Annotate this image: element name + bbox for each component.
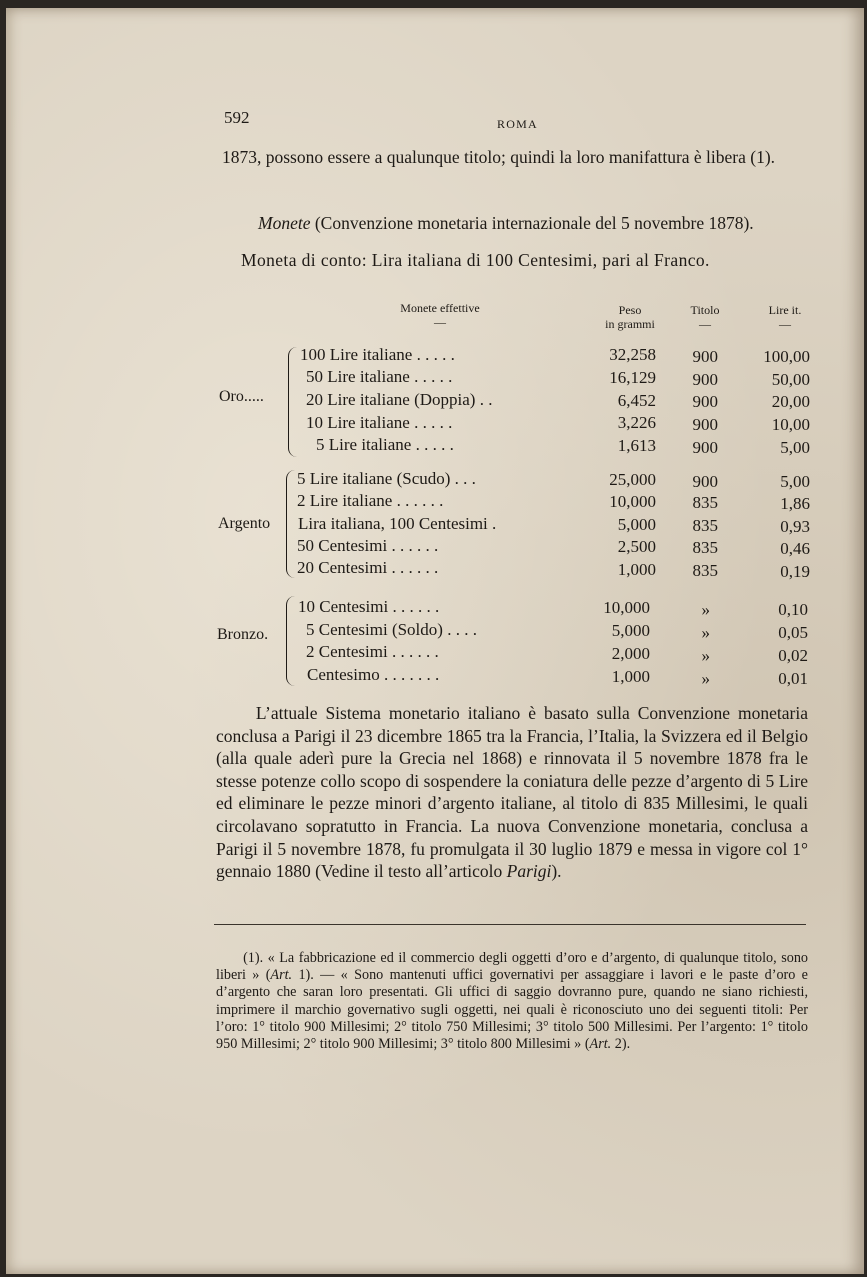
row-br-2-desc: 2 Centesimi . . . . . . <box>306 642 439 661</box>
row-oro-10-desc: 10 Lire italiane . . . . . <box>306 413 453 432</box>
row-arg-20-peso: 1,000 <box>617 560 656 579</box>
row-arg-5-titolo: 900 <box>692 472 718 491</box>
row-br-1-lire: 0,01 <box>778 669 808 688</box>
header-monete <box>380 301 500 329</box>
footnote-part2: 1). — « Sono mantenuti uffici governativi per assaggiare i lavori e le paste d’oro e d’argento che saran loro presentati. Gli uffici di saggio dovranno pure, quando ne siano richiesti, imprimere il marchio governativo sugli oggetti, nei quali è riconosciuto uno dei seguenti titoli: Per l’oro: 1° titolo 900 Millesimi; 2° titolo 750 Millesimi; 3° titolo 500 Millesimi. Per l’argento: 1° titolo 950 Millesimi; 2° titolo 900 Millesimi; 3° titolo 800 Millesimi » ( <box>216 967 808 1053</box>
row-br-2-titolo: » <box>701 646 710 665</box>
row-br-2-lire: 0,02 <box>778 646 808 665</box>
body-paragraph-text: L’attuale Sistema monetario italiano è basato sulla Convenzione monetaria conclusa a Parigi il 23 dicembre 1865 tra la Francia, l’Italia, la Svizzera ed il Belgio (alla quale aderì pure la Grecia nel 1868) e rinnovata il 5 novembre 1878 fra le stesse potenze collo scopo di sospendere la coniatura delle pezze d’argento di 5 Lire ed eliminare le pezze minori d’argento italiane, al titolo di 835 Millesimi, le quali circolavano sopratutto in Francia. La nuova Convenzione monetaria, conclusa a Parigi il 5 novembre 1878, fu promulgata il 30 luglio 1879 e messa in vigore col 1° gennaio 1880 (Vedine il testo all’articolo <box>216 703 809 882</box>
body-paragraph-tail: ). <box>551 861 562 882</box>
row-br-10-desc: 10 Centesimi . . . . . . <box>298 597 440 616</box>
row-br-2-peso: 2,000 <box>611 644 650 663</box>
row-oro-50-peso: 16,129 <box>609 368 656 387</box>
row-arg-1-titolo: 835 <box>692 516 718 535</box>
row-br-5-desc: 5 Centesimi (Soldo) . . . . <box>306 620 477 639</box>
footnote-part3: 2). <box>611 1036 631 1053</box>
row-arg-50-lire: 0,46 <box>780 539 810 558</box>
header-monete-dash: — <box>434 315 446 329</box>
row-oro-10-peso: 3,226 <box>617 413 656 432</box>
row-arg-50-desc: 50 Centesimi . . . . . . <box>297 536 439 555</box>
row-br-10-titolo: » <box>701 600 710 619</box>
header-titolo <box>680 303 730 331</box>
header-lire-dash: — <box>779 317 791 331</box>
row-arg-50-titolo: 835 <box>692 538 718 557</box>
row-oro-100-titolo: 900 <box>692 347 718 366</box>
monete-heading <box>258 213 754 234</box>
row-oro-50-desc: 50 Lire italiane . . . . . <box>306 367 453 386</box>
row-br-1-desc: Centesimo . . . . . . . <box>307 665 440 684</box>
row-br-10-peso: 10,000 <box>603 598 650 617</box>
row-arg-20-desc: 20 Centesimi . . . . . . <box>297 558 439 577</box>
footnote <box>216 950 808 1053</box>
running-title: ROMA <box>497 117 538 131</box>
header-peso <box>590 303 670 331</box>
brace-argento <box>286 470 295 578</box>
row-arg-2-titolo: 835 <box>692 493 718 512</box>
row-arg-1-peso: 5,000 <box>617 515 656 534</box>
row-oro-10-titolo: 900 <box>692 415 718 434</box>
footnote-rule <box>214 924 806 925</box>
row-br-1-titolo: » <box>701 669 710 688</box>
row-oro-10-lire: 10,00 <box>771 415 810 434</box>
group-label-bronzo: Bronzo. <box>217 626 269 643</box>
header-peso-label: Peso <box>618 303 642 317</box>
row-oro-5-titolo: 900 <box>692 438 718 457</box>
row-oro-100-peso: 32,258 <box>609 345 656 364</box>
group-label-oro: Oro..... <box>219 388 264 405</box>
row-oro-20-lire: 20,00 <box>771 392 810 411</box>
footnote-art2: Art. <box>589 1036 612 1053</box>
row-oro-50-titolo: 900 <box>692 370 718 389</box>
row-oro-20-desc: 20 Lire italiane (Doppia) . . <box>306 390 493 409</box>
row-arg-2-lire: 1,86 <box>780 494 810 513</box>
row-oro-50-lire: 50,00 <box>771 370 810 389</box>
moneta-di-conto: Moneta di conto: Lira italiana di 100 Centesimi, pari al Franco. <box>241 250 710 270</box>
header-peso-sub: in grammi <box>605 317 655 331</box>
footnote-part1: (1). « La fabbricazione ed il commercio degli oggetti d’oro e d’argento, di qualunque titolo, sono liberi » ( <box>216 950 809 984</box>
row-oro-100-desc: 100 Lire italiane . . . . . <box>300 345 455 364</box>
body-paragraph-italic: Parigi <box>506 861 552 882</box>
row-oro-5-peso: 1,613 <box>617 436 656 455</box>
row-oro-20-peso: 6,452 <box>617 391 656 410</box>
row-arg-2-desc: 2 Lire italiane . . . . . . <box>297 491 444 510</box>
header-titolo-dash: — <box>699 317 711 331</box>
top-paragraph: 1873, possono essere a qualunque titolo; quindi la loro manifattura è libera (1). <box>222 147 776 167</box>
row-arg-20-titolo: 835 <box>692 561 718 580</box>
row-arg-2-peso: 10,000 <box>609 492 656 511</box>
row-oro-100-lire: 100,00 <box>763 347 810 366</box>
row-br-10-lire: 0,10 <box>778 600 808 619</box>
header-lire <box>755 303 815 331</box>
row-arg-5-desc: 5 Lire italiane (Scudo) . . . <box>297 469 476 488</box>
footnote-art1: Art. <box>270 967 293 984</box>
row-br-5-lire: 0,05 <box>778 623 808 642</box>
page-number: 592 <box>224 108 250 127</box>
row-br-1-peso: 1,000 <box>611 667 650 686</box>
monete-heading-italic: Monete <box>258 213 311 233</box>
row-br-5-peso: 5,000 <box>611 621 650 640</box>
header-lire-label: Lire it. <box>768 303 802 317</box>
row-arg-50-peso: 2,500 <box>617 537 656 556</box>
book-page <box>6 8 864 1274</box>
row-arg-1-lire: 0,93 <box>780 517 810 536</box>
monete-heading-rest: (Convenzione monetaria internazionale del 5 novembre 1878). <box>310 213 754 233</box>
header-monete-label: Monete effettive <box>400 301 480 315</box>
row-arg-20-lire: 0,19 <box>780 562 810 581</box>
row-oro-5-lire: 5,00 <box>780 438 810 457</box>
row-arg-5-lire: 5,00 <box>780 472 810 491</box>
body-paragraph <box>216 702 808 883</box>
row-arg-1-desc: Lira italiana, 100 Centesimi . <box>298 514 497 533</box>
row-arg-5-peso: 25,000 <box>609 470 656 489</box>
header-titolo-label: Titolo <box>690 303 720 317</box>
brace-oro <box>288 347 297 457</box>
row-oro-20-titolo: 900 <box>692 392 718 411</box>
group-label-argento: Argento <box>218 515 271 532</box>
brace-bronzo <box>286 596 295 686</box>
row-oro-5-desc: 5 Lire italiane . . . . . <box>316 435 454 454</box>
row-br-5-titolo: » <box>701 623 710 642</box>
